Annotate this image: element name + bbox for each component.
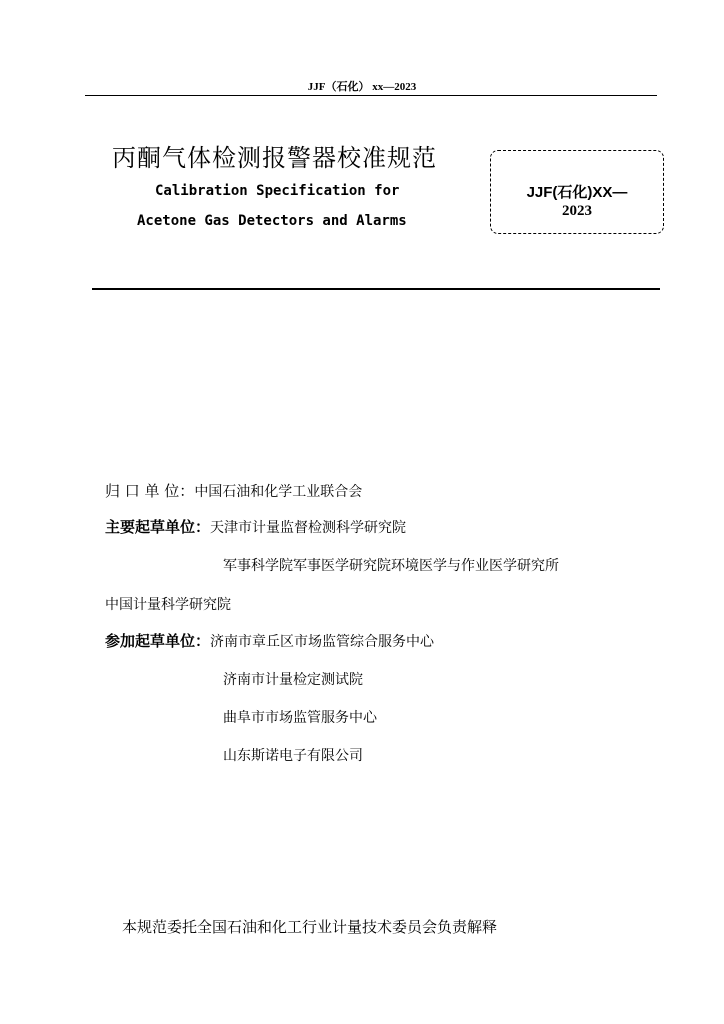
title-divider bbox=[92, 288, 660, 290]
header-code: JJF（石化） xx—2023 bbox=[307, 81, 417, 93]
main-units-row bbox=[105, 516, 406, 537]
participate-unit-4: 山东斯诺电子有限公司 bbox=[223, 748, 363, 764]
guikou-value: 中国石油和化学工业联合会 bbox=[194, 484, 363, 500]
header-rule bbox=[85, 95, 657, 96]
standard-code-line1: JJF(石化)XX— bbox=[526, 184, 628, 201]
guikou-label: 归 口 单 位： bbox=[105, 482, 195, 500]
english-title-line1: Calibration Specification for bbox=[155, 183, 400, 199]
main-unit-2: 军事科学院军事医学研究院环境医学与作业医学研究所 bbox=[223, 558, 559, 574]
english-title-line2: Acetone Gas Detectors and Alarms bbox=[137, 213, 407, 229]
main-unit-1: 天津市计量监督检测科学研究院 bbox=[210, 520, 407, 536]
participate-units-row bbox=[105, 630, 434, 651]
participate-unit-1: 济南市章丘区市场监管综合服务中心 bbox=[210, 634, 435, 650]
participate-unit-2: 济南市计量检定测试院 bbox=[223, 672, 363, 688]
standard-code-line2: 2023 bbox=[562, 203, 592, 219]
chinese-title: 丙酮气体检测报警器校准规范 bbox=[112, 144, 437, 172]
main-unit-3: 中国计量科学研究院 bbox=[105, 597, 231, 613]
participate-unit-3: 曲阜市市场监管服务中心 bbox=[223, 710, 377, 726]
guikou-row bbox=[105, 480, 362, 501]
participate-units-label: 参加起草单位： bbox=[105, 632, 211, 650]
main-units-label: 主要起草单位： bbox=[105, 518, 211, 536]
interpretation-note: 本规范委托全国石油和化工行业计量技术委员会负责解释 bbox=[122, 918, 498, 936]
standard-code-box bbox=[490, 150, 664, 234]
